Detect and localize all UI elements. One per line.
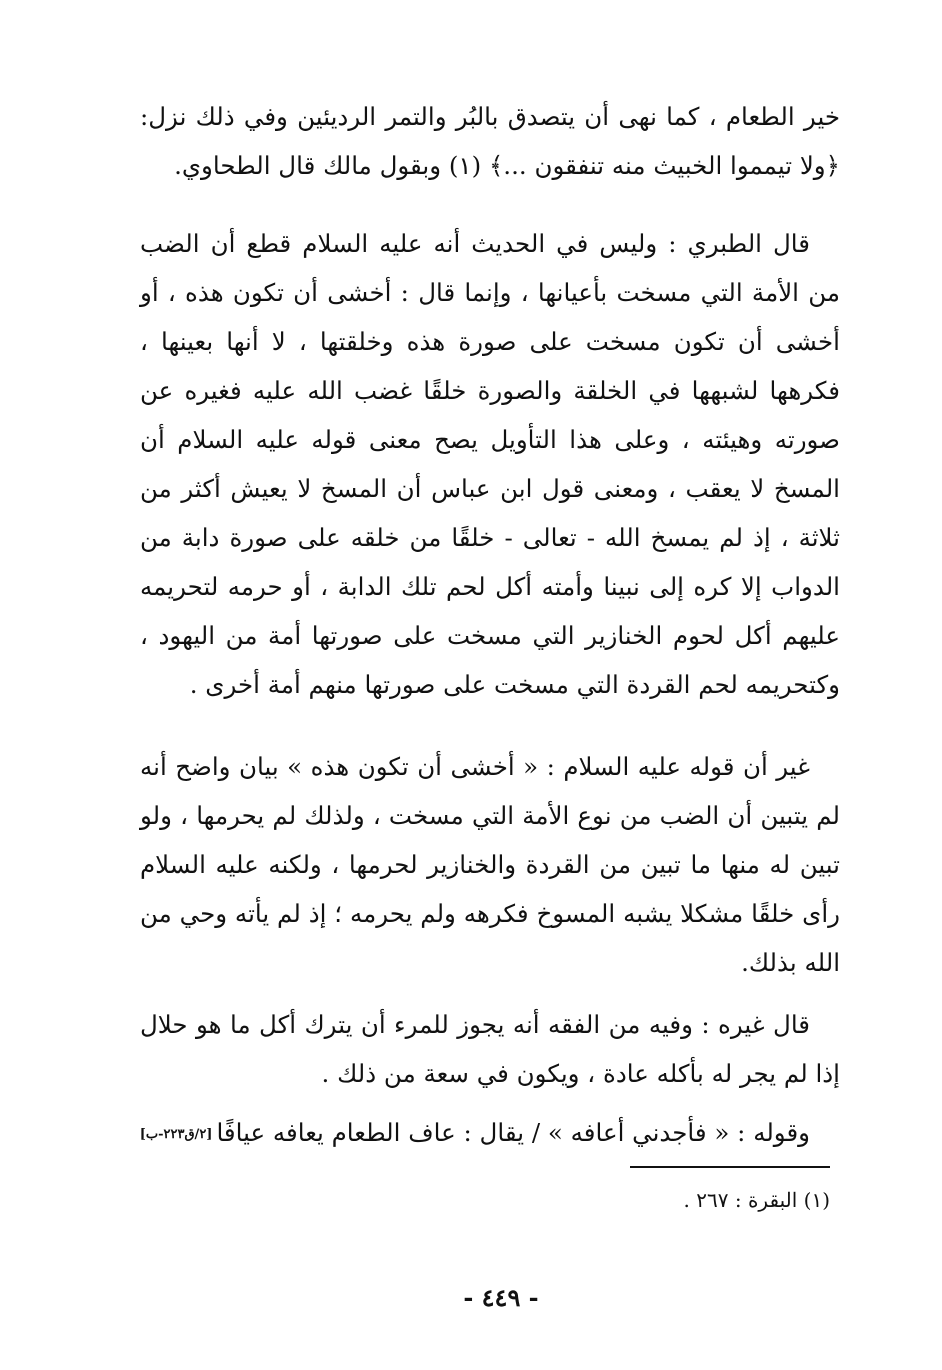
paragraph-5-text: وقوله : « فأجدني أعافه » / يقال : عاف الطعام يعافه عيافًا — [216, 1118, 810, 1147]
footnote-divider — [630, 1166, 830, 1168]
paragraph-3-text: غير أن قوله عليه السلام : « أخشى أن تكون هذه » بيان واضح أنه لم يتبين أن الضب من نوع الأمة التي مسخت ، ولذلك لم يحرمها ، ولو تبين له منها ما تبين من القردة والخنازير لحرمها ، ولكنه عليه السلام رأى خلقًا مشكلا يشبه المسوخ فكرهه ولم يحرمه ؛ إذ لم يأته وحي من الله بذلك. — [140, 752, 840, 977]
margin-reference: [٢/ق٢٢٣-ب] — [139, 1127, 213, 1142]
paragraph-2-text: قال الطبري : وليس في الحديث أنه عليه السلام قطع أن الضب من الأمة التي مسخت بأعيانها ، وإنما قال : أخشى أن تكون هذه ، أو أخشى أن تكون مسخت على صورة هذه وخلقتها ، لا أنها بعينها ، فكرهها لشبهها في الخلقة والصورة خلقًا غضب الله عليه فغيره عن صورته وهيئته ، وعلى هذا التأويل يصح معنى قوله عليه السلام أن المسخ لا يعقب ، ومعنى قول ابن عباس أن المسخ لا يعيش أكثر من ثلاثة ، إذ لم يمسخ الله - تعالى - خلقًا من خلقه على صورة دابة من الدواب إلا كره إلى نبينا وأمته أكل لحم تلك الدابة ، أو حرمه لتحريمه عليهم أكل لحوم الخنازير التي مسخت على صورتها أمة من اليهود ، وكتحريمه لحم القردة التي مسخت على صورتها منهم أمة أخرى . — [140, 229, 840, 699]
paragraph-1-text: خير الطعام ، كما نهى أن يتصدق بالبُر والتمر الرديئين وفي ذلك نزل: ﴿ولا تيمموا الخبيث منه تنفقون ...﴾ (١) وبقول مالك قال الطحاوي. — [140, 102, 840, 180]
paragraph-3 — [140, 742, 840, 987]
footnote: (١) البقرة : ٢٦٧ . — [683, 1188, 830, 1212]
paragraph-1 — [140, 92, 840, 190]
paragraph-4-text: قال غيره : وفيه من الفقه أنه يجوز للمرء أن يترك أكل ما هو حلال إذا لم يجر له بأكله عادة ، ويكون في سعة من ذلك . — [140, 1010, 840, 1088]
paragraph-5 — [58, 1108, 840, 1159]
page-number: - ٤٤٩ - — [463, 1283, 539, 1312]
paragraph-4 — [140, 1000, 840, 1098]
paragraph-2 — [140, 219, 840, 709]
